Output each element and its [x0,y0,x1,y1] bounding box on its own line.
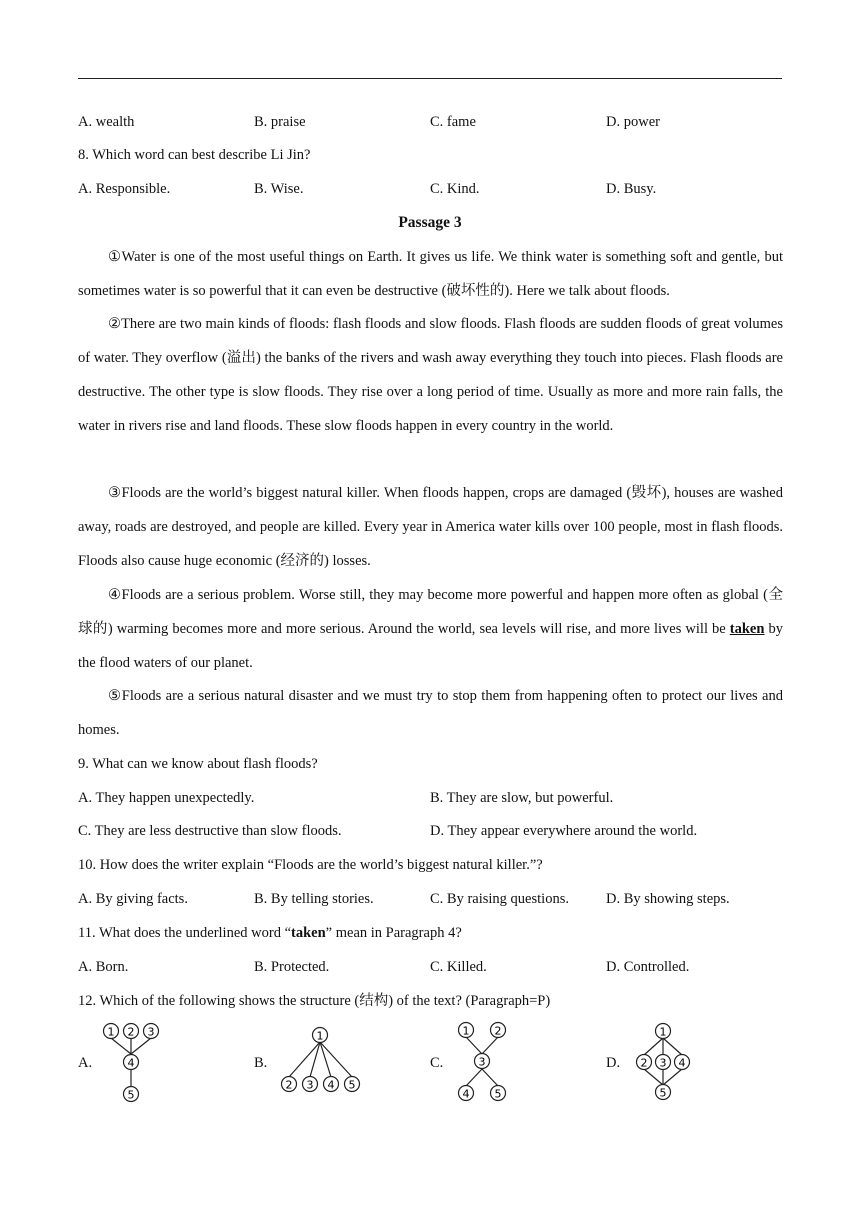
circle-node-3 [144,1024,159,1039]
q12-option-c-label: C. [430,1055,444,1071]
q11-option-a: A. Born. [78,959,129,975]
q11-question-before: 11. What does the underlined word “ [78,925,292,941]
circle-node-5 [345,1077,360,1092]
paragraph-3: ③Floods are the world’s biggest natural killer. When floods happen, crops are damaged (毁坏), houses are washed away, roads are destroyed, and people are killed. Every year in America water kills over 100 people, most in flash floods. Floods also cause huge economic (经济的) losses. [78,485,783,569]
circle-node-5 [656,1085,671,1100]
q7-option-b: B. praise [254,114,306,130]
circle-node-2 [491,1023,506,1038]
q11-option-b: B. Protected. [254,959,330,975]
svg-text:4: 4 [327,1078,335,1092]
structure-diagram-a [98,1018,168,1108]
q10-option-b: B. By telling stories. [254,891,374,907]
q9-option-b: B. They are slow, but powerful. [430,790,614,806]
q12-question: 12. Which of the following shows the structure (结构) of the text? (Paragraph=P) [78,993,551,1009]
circle-node-1 [104,1024,119,1039]
q12-option-a-label: A. [78,1055,93,1071]
q11-question [78,923,462,943]
q8-option-a: A. Responsible. [78,181,171,197]
circle-node-5 [124,1087,139,1102]
svg-text:5: 5 [494,1087,502,1101]
svg-text:3: 3 [659,1056,667,1070]
svg-text:1: 1 [462,1024,470,1038]
q10-question: 10. How does the writer explain “Floods are the world’s biggest natural killer.”? [78,857,543,873]
svg-text:2: 2 [127,1025,135,1039]
svg-text:3: 3 [147,1025,155,1039]
svg-text:5: 5 [348,1078,356,1092]
paragraph-2: ②There are two main kinds of floods: flash floods and slow floods. Flash floods are sudden floods of great volumes of water. They overflow (溢出) the banks of the rivers and wash away everything they touch into pieces. Flash floods are destructive. The other type is slow floods. They rise over a long period of time. Usually as more and more rain falls, the water in rivers rise and land floods. These slow floods happen in every country in the world. [78,316,783,434]
circle-node-1 [313,1028,328,1043]
header-rule [78,78,782,79]
structure-diagram-b [274,1022,370,1098]
paragraph-4-text-before: ④Floods are a serious problem. Worse still, they may become more powerful and happen more often as global (全球的) warming becomes more and more serious. Around the world, sea levels will rise, and more lives will be [78,587,783,637]
q10-option-c: C. By raising questions. [430,891,569,907]
passage-title: Passage 3 [398,214,462,231]
svg-text:5: 5 [659,1086,667,1100]
structure-diagram-c [452,1016,514,1108]
svg-text:2: 2 [285,1078,293,1092]
circle-node-3 [656,1055,671,1070]
circle-node-1 [656,1024,671,1039]
structure-diagram-d [630,1018,696,1104]
q7-option-d: D. power [606,114,660,130]
q7-option-a: A. wealth [78,114,135,130]
svg-text:4: 4 [127,1056,135,1070]
q7-option-c: C. fame [430,114,476,130]
svg-text:1: 1 [316,1029,324,1043]
circle-node-5 [491,1086,506,1101]
svg-text:4: 4 [462,1087,470,1101]
svg-text:4: 4 [678,1056,686,1070]
q9-option-a: A. They happen unexpectedly. [78,790,255,806]
q11-option-d: D. Controlled. [606,959,690,975]
q8-option-b: B. Wise. [254,181,304,197]
svg-text:2: 2 [494,1024,502,1038]
circle-node-2 [124,1024,139,1039]
paragraph-4-text-after: by the flood waters of our planet. [78,621,783,671]
q11-question-word: taken [291,925,326,941]
circle-node-2 [637,1055,652,1070]
svg-text:1: 1 [659,1025,667,1039]
circle-node-2 [282,1077,297,1092]
q9-option-d: D. They appear everywhere around the world. [430,823,698,839]
paragraph-5: ⑤Floods are a serious natural disaster and we must try to stop them from happening often to protect our lives and homes. [78,688,783,738]
circle-node-3 [303,1077,318,1092]
circle-node-4 [459,1086,474,1101]
q9-option-c: C. They are less destructive than slow floods. [78,823,342,839]
circle-node-4 [124,1055,139,1070]
q12-option-d-label: D. [606,1055,621,1071]
q8-option-c: C. Kind. [430,181,480,197]
circle-node-4 [324,1077,339,1092]
q9-question: 9. What can we know about flash floods? [78,756,318,772]
svg-text:3: 3 [306,1078,314,1092]
q11-question-after: ” mean in Paragraph 4? [325,925,462,941]
svg-text:3: 3 [478,1055,486,1069]
q8-question: 8. Which word can best describe Li Jin? [78,147,311,163]
paragraph-1: ①Water is one of the most useful things on Earth. It gives us life. We think water is something soft and gentle, but sometimes water is so powerful that it can even be destructive (破坏性的). Here we talk about floods. [78,249,783,299]
q10-option-d: D. By showing steps. [606,891,730,907]
svg-text:5: 5 [127,1088,135,1102]
svg-text:1: 1 [107,1025,115,1039]
underlined-word-taken: taken [729,621,765,637]
q12-option-b-label: B. [254,1055,268,1071]
q8-option-d: D. Busy. [606,181,657,197]
paragraph-4 [78,578,783,680]
circle-node-4 [675,1055,690,1070]
circle-node-3 [475,1054,490,1069]
q10-option-a: A. By giving facts. [78,891,188,907]
circle-node-1 [459,1023,474,1038]
q11-option-c: C. Killed. [430,959,487,975]
svg-text:2: 2 [640,1056,648,1070]
